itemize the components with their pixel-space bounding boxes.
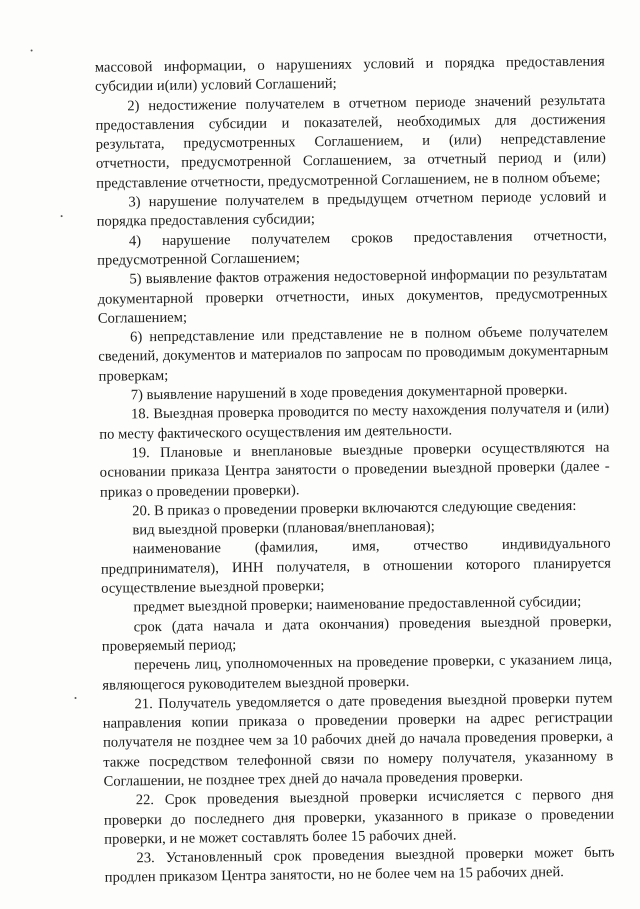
paragraph: 20. В приказ о проведении проверки включаются следующие сведения: [132, 497, 577, 520]
paragraph: 2) недостижение получателем в отчетном периоде значений результата предоставления субсидии и показателей, необходимых для достижения результата, предусмотренных Соглашением, и (или) непредставление отчетности, предусмотренной Соглашением, за отчетный период и (или) представление отчетности, предусмотренной Соглашением, не в полном объеме; [95, 92, 607, 192]
paragraph: перечень лиц, уполномоченных на проведение проверки, с указанием лица, являющегося руководителем выездной проверки. [102, 651, 613, 694]
scan-speck [31, 50, 33, 52]
paragraph: 23. Установленный срок проведения выездной проверки может быть продлен приказом Центра занятости, но не более чем на 15 рабочих дней. [104, 844, 615, 887]
paragraph: 21. Получатель уведомляется о дате проведения выездной проверки путем направления копии приказа о проведении проверки на адрес регистрации получателя не позднее чем за 10 рабочих дней до начала проведения проверки, а также посредством телефонной связи по номеру получателя, указанному в Соглашении, не позднее трех дней до начала проведения проверки. [102, 690, 614, 790]
paragraph: срок (дата начала и дата окончания) проведения выездной проверки, проверяемый период; [101, 613, 612, 655]
paragraph: 5) выявление фактов отражения недостоверной информации по результатам документарной проверки отчетности, иных документов, предусмотренных Соглашением; [97, 265, 608, 327]
paragraph: 7) выявление нарушений в ходе проведения документарной проверки. [130, 382, 568, 404]
paragraph: 4) нарушение получателем сроков предоставления отчетности, предусмотренной Соглашением; [97, 227, 607, 269]
paragraph: 19. Плановые и внеплановые выездные проверки осуществляются на основании приказа Центра занятости о проведении выездной проверки (далее - приказ о проведении проверки). [99, 439, 610, 501]
paragraph: 18. Выездная проверка проводится по месту нахождения получателя и (или) по месту фактического осуществления им деятельности. [99, 400, 610, 443]
paragraph: 3) нарушение получателем в предыдущем отчетном периоде условий и порядка предоставления субсидии; [96, 188, 607, 231]
paragraph: вид выездной проверки (плановая/внеплановая); [132, 518, 435, 539]
paragraph: 6) непредставление или представление не в полном объеме получателем сведений, документов и материалов по запросам по проводимым документарным проверкам; [98, 323, 609, 385]
scan-speck [61, 215, 63, 217]
paragraph: массовой информации, о нарушениях условий и порядка предоставления субсидии и(или) условий Соглашений; [94, 53, 605, 96]
paragraph: наименование (фамилия, имя, отчество индивидуального предпринимателя), ИНН получателя, в отношении которого планируется осуществление выездной проверки; [100, 535, 612, 597]
scan-speck [74, 697, 76, 699]
paragraph: предмет выездной проверки; наименование предоставленной субсидии; [133, 594, 582, 616]
paragraph: 22. Срок проведения выездной проверки исчисляется с первого дня проверки до последнего дня проверки, указанного в приказе о проведении проверки, и не может составлять более 15 рабочих дней. [103, 786, 615, 848]
